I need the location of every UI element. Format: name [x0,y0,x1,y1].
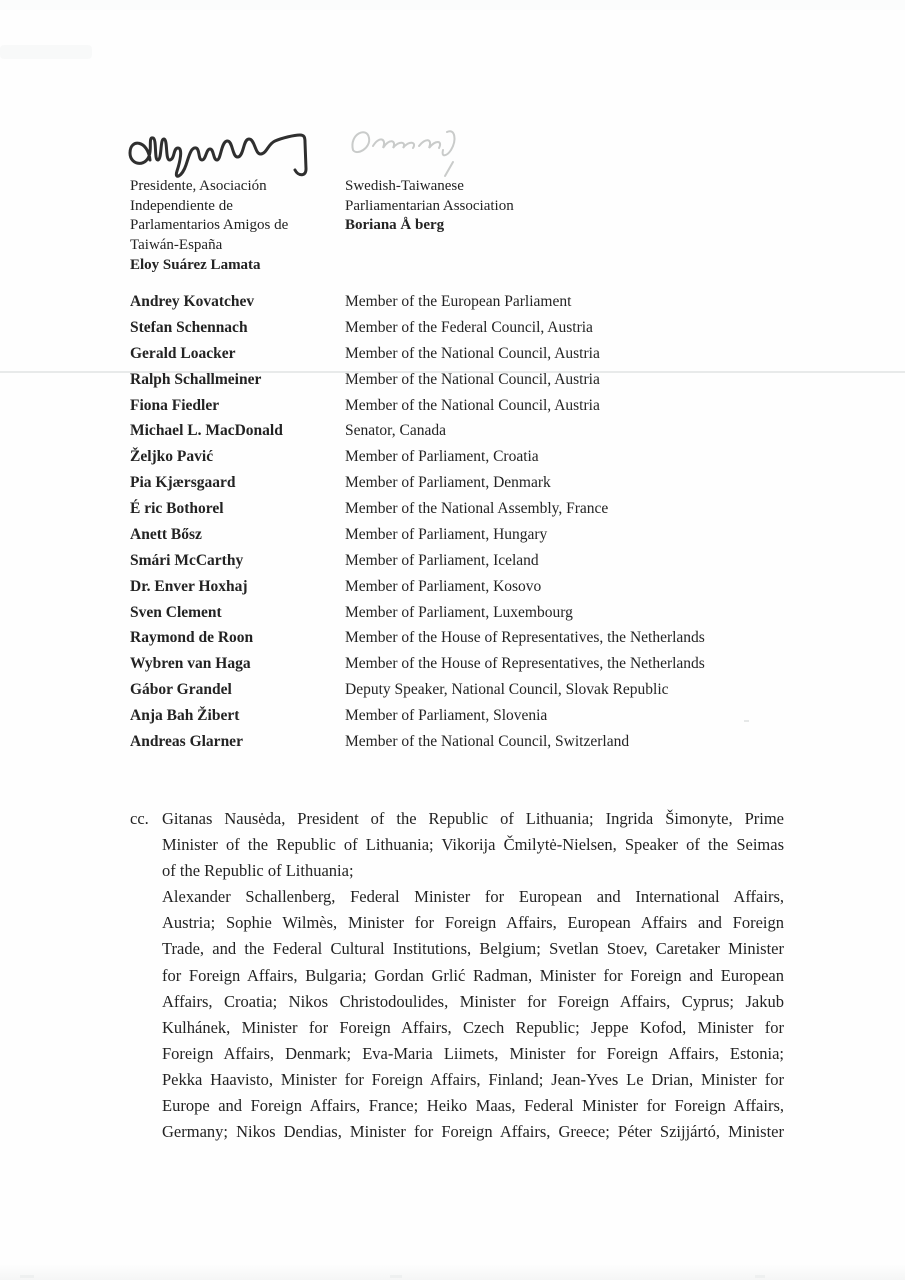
signatory-role: Member of the National Council, Austria [345,344,600,362]
signatory-list [130,292,810,758]
scan-artifact-smudge [0,45,92,59]
signatory-role: Member of the National Council, Austria [345,370,600,388]
signatory-name: Anett Bősz [130,525,202,543]
signatory-name: Gábor Grandel [130,681,232,699]
signatory-row [130,706,810,732]
cc-line: Europe and Foreign Affairs, France; Heiko Maas, Federal Minister for Foreign Affairs, [162,1096,784,1116]
signatory-role: Member of the National Council, Austria [345,396,600,414]
cc-lines [162,806,784,1145]
signatory-name: Fiona Fiedler [130,396,220,414]
signatory-role: Member of Parliament, Luxembourg [345,603,573,621]
signatory-role: Member of Parliament, Slovenia [345,707,548,724]
signatory-name: É ric Bothorel [130,500,224,517]
signatory-role: Member of Parliament, Hungary [345,525,548,543]
handwriting-signature-boriana-icon [343,118,488,182]
signer-title-line: Parliamentarian Association [345,197,514,214]
signatory-row [130,421,810,447]
signatory-role: Member of the House of Representatives, the Netherlands [345,655,705,673]
signer-title-line: Presidente, Asociación [130,178,267,194]
signatory-role: Deputy Speaker, National Council, Slovak Republic [345,681,669,699]
signatory-name: Anja Bah Žibert [130,707,240,724]
signatory-role: Member of Parliament, Kosovo [345,577,542,595]
cc-line: Gitanas Nausėda, President of the Republic of Lithuania; Ingrida Šimonyte, Prime [162,809,784,828]
signatory-role: Member of Parliament, Iceland [345,551,539,569]
cc-label: cc. [130,809,149,828]
signer-name: Eloy Suárez Lamata [130,256,261,273]
scan-artifact-top-band [0,0,905,10]
signatory-row [130,603,810,629]
signatory-name: Pia Kjærsgaard [130,474,236,492]
cc-line: Pekka Haavisto, Minister for Foreign Affairs, Finland; Jean-Yves Le Drian, Minister for [162,1069,784,1089]
signatory-row [130,370,810,396]
signer-title-line: Swedish-Taiwanese [345,178,464,194]
signer-block-left [130,177,345,276]
signer-title-line: Independiente de [130,197,233,214]
signer-title-line: Taiwán-España [130,237,223,254]
cc-line: of the Republic of Lithuania; [162,861,354,881]
signatory-row [130,654,810,680]
signatory-role: Member of the Federal Council, Austria [345,318,593,336]
signatory-row [130,577,810,603]
signatory-row [130,551,810,577]
cc-line: Alexander Schallenberg, Federal Minister for European and International Affairs, [162,887,784,907]
cc-line: for Foreign Affairs, Bulgaria; Gordan Grlić Radman, Minister for Foreign and European [162,965,784,985]
signatory-row [130,473,810,499]
signer-block-right [345,177,605,236]
signatory-role: Member of the National Council, Switzerland [345,732,630,750]
scan-artifact-bottom-band [0,1264,905,1280]
signatory-row [130,447,810,473]
signatory-role: Member of the European Parliament [345,293,572,310]
signatory-name: Michael L. MacDonald [130,422,283,440]
signatory-role: Member of Parliament, Croatia [345,448,539,466]
signatory-role: Senator, Canada [345,422,446,440]
signatory-name: Ralph Schallmeiner [130,370,262,388]
signatory-row [130,525,810,551]
signer-title-line: Parlamentarios Amigos de [130,217,289,234]
signatory-row [130,292,810,318]
signatory-name: Stefan Schennach [130,318,248,336]
cc-line: Trade, and the Federal Cultural Institutions, Belgium; Svetlan Stoev, Caretaker Minister [162,939,784,959]
signatory-row [130,396,810,422]
signer-name: Boriana Å berg [345,217,445,234]
signatory-row [130,499,810,525]
signatory-row [130,318,810,344]
signatory-name: Andreas Glarner [130,732,243,750]
cc-line: Foreign Affairs, Denmark; Eva-Maria Liimets, Minister for Foreign Affairs, Estonia; [162,1043,784,1063]
signatory-role: Member of the National Assembly, France [345,500,609,517]
signatory-name: Gerald Loacker [130,344,236,362]
signatory-row [130,628,810,654]
signatory-name: Željko Pavić [130,448,214,466]
signatory-name: Sven Clement [130,603,222,621]
signatory-row [130,732,810,758]
signatory-name: Raymond de Roon [130,629,254,647]
cc-line: Affairs, Croatia; Nikos Christodoulides, Minister for Foreign Affairs, Cyprus; Jakub [162,991,784,1011]
signatory-name: Wybren van Haga [130,655,251,673]
signatory-role: Member of Parliament, Denmark [345,474,551,492]
cc-line: Minister of the Republic of Lithuania; Vikorija Čmilytė-Nielsen, Speaker of the Seimas [162,835,784,855]
cc-line: Kulhánek, Minister for Foreign Affairs, Czech Republic; Jeppe Kofod, Minister for [162,1017,784,1037]
signatory-row [130,344,810,370]
cc-line: Austria; Sophie Wilmès, Minister for Foreign Affairs, European Affairs and Foreign [162,913,784,933]
signatory-row [130,680,810,706]
signatory-name: Dr. Enver Hoxhaj [130,577,248,595]
signatory-role: Member of the House of Representatives, the Netherlands [345,629,705,647]
signatory-name: Andrey Kovatchev [130,293,255,310]
signatory-name: Smári McCarthy [130,551,244,569]
cc-line: Germany; Nikos Dendias, Minister for Foreign Affairs, Greece; Péter Szijjártó, Minister [162,1122,784,1142]
handwriting-signature-eloy-icon [128,122,318,184]
